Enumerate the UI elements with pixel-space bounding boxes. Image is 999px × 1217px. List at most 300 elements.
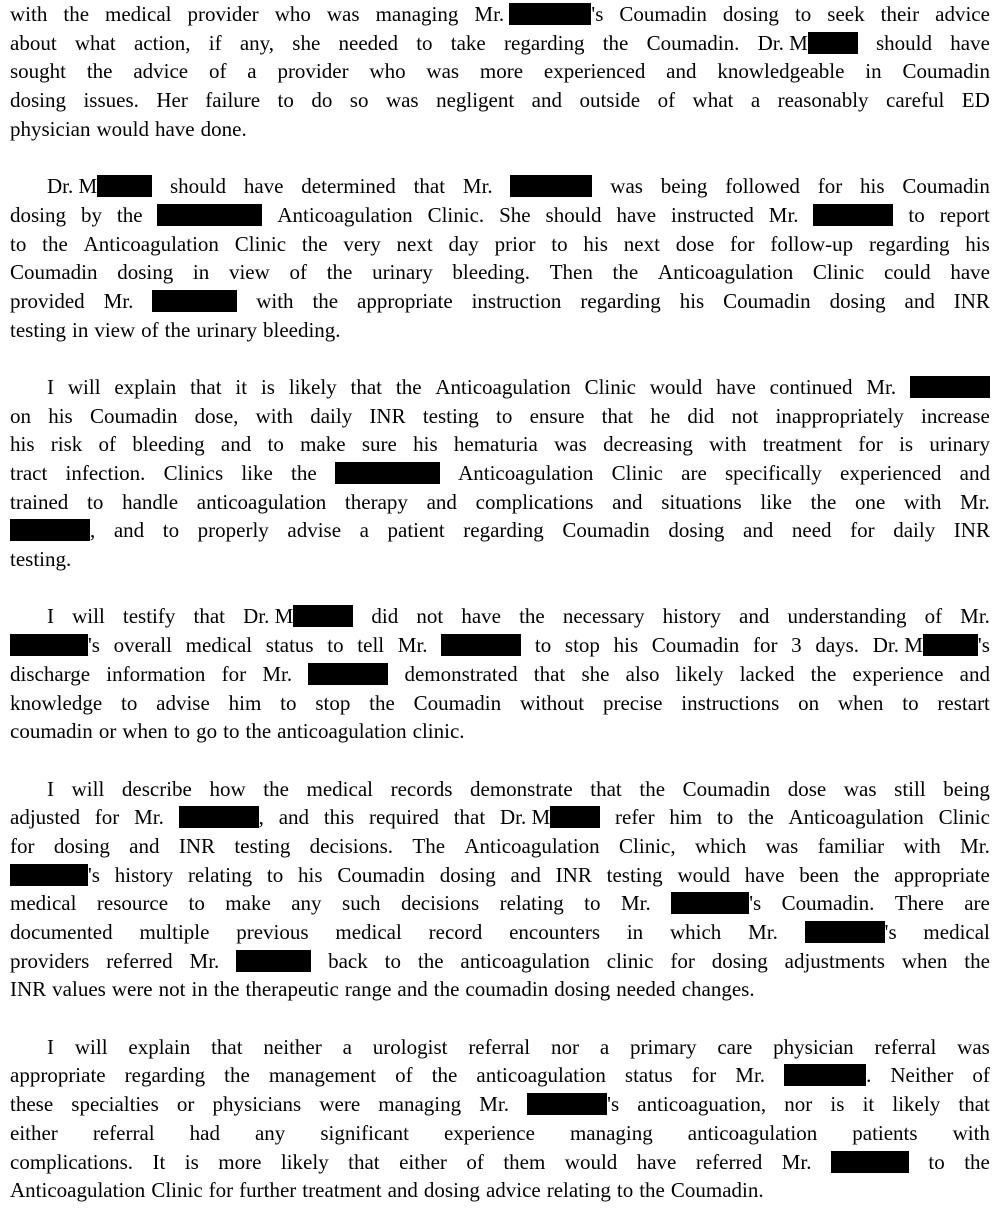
word: any	[291, 891, 322, 916]
word: managing	[378, 1092, 462, 1117]
word: Her	[156, 88, 188, 113]
word: the	[519, 604, 545, 629]
word: urinary	[929, 432, 990, 457]
text-line	[10, 889, 990, 918]
word	[157, 201, 262, 230]
word: Mr.	[960, 604, 990, 629]
word: Dr. M	[758, 29, 858, 58]
word: dosing	[722, 2, 779, 26]
word: advice	[133, 59, 189, 84]
redaction-bar	[509, 3, 591, 25]
word: to	[327, 633, 344, 658]
word: Clinic	[938, 805, 990, 830]
word: take	[450, 30, 486, 55]
word: advice	[935, 2, 990, 26]
paragraph	[10, 1033, 990, 1205]
text-line	[10, 488, 990, 517]
word: need	[791, 518, 832, 543]
word: next	[396, 231, 433, 256]
word: explain	[114, 374, 177, 399]
redaction-bar	[308, 663, 388, 685]
word: outside	[579, 88, 641, 113]
word: back	[328, 948, 368, 973]
word: risk	[50, 432, 83, 457]
word: and	[113, 518, 145, 543]
word: his	[860, 174, 885, 199]
word: the	[433, 977, 460, 1002]
word: determined	[301, 174, 396, 199]
text-line	[10, 1090, 990, 1119]
word: to	[416, 30, 433, 55]
word: Coumadin	[619, 2, 707, 26]
word: nor	[550, 1034, 579, 1059]
word: to	[10, 231, 27, 256]
word: treatment	[302, 1178, 382, 1203]
word: Mr.	[462, 174, 493, 199]
word: physician	[10, 116, 91, 141]
word: I	[47, 1034, 54, 1059]
text-line	[10, 1176, 990, 1205]
word: would	[564, 1149, 618, 1174]
word: should	[545, 202, 602, 227]
word: or	[98, 719, 117, 744]
text-line	[10, 545, 990, 574]
word: experience	[852, 661, 944, 686]
word: will	[74, 1034, 108, 1059]
word: history	[114, 862, 174, 887]
word: Mr. 's	[474, 2, 604, 26]
word: previous	[236, 920, 309, 944]
word: relating	[546, 1178, 611, 1203]
word: Dr. M	[47, 172, 152, 201]
word: the	[964, 1149, 990, 1174]
word: significant	[320, 1120, 409, 1145]
word: dose	[787, 776, 827, 801]
word	[831, 1148, 909, 1177]
word: was	[326, 2, 360, 26]
word: is	[260, 374, 275, 399]
text-line	[10, 1061, 990, 1090]
word: sure	[361, 432, 397, 457]
text-line	[10, 689, 990, 718]
word: followed	[725, 174, 800, 199]
word: did	[687, 403, 715, 428]
text-line	[10, 717, 990, 746]
word: to	[267, 432, 284, 457]
word: values	[52, 977, 106, 1002]
word: patients	[852, 1120, 918, 1145]
word: about	[10, 30, 57, 55]
word: of	[208, 59, 227, 84]
word: regarding	[580, 288, 661, 313]
word: and	[612, 489, 643, 514]
word: Dr. M	[243, 602, 353, 631]
word: with	[255, 403, 293, 428]
word	[152, 287, 237, 316]
word: also	[625, 661, 660, 686]
text-line	[10, 918, 990, 947]
word: likely	[892, 1092, 941, 1117]
word: for	[691, 1063, 717, 1088]
word: complications.	[10, 1149, 134, 1174]
word: dose,	[194, 403, 239, 428]
word: Coumadin	[651, 633, 740, 658]
word: to	[902, 690, 919, 715]
word: medical	[10, 891, 77, 916]
word: was	[957, 1034, 990, 1059]
word: 's	[671, 889, 761, 918]
word: day	[448, 231, 479, 256]
word: should	[876, 30, 933, 55]
word: INR	[953, 518, 990, 543]
paragraph	[10, 602, 990, 745]
paragraph	[10, 373, 990, 574]
word: advise	[156, 690, 210, 715]
word: the	[748, 805, 774, 830]
word: without	[519, 690, 585, 715]
word: patient	[387, 518, 445, 543]
redaction-bar	[510, 175, 592, 197]
word: such	[342, 891, 381, 916]
word: that	[413, 174, 446, 199]
text-line	[10, 172, 990, 201]
word: Anticoagulation	[10, 1178, 146, 1203]
word: hematuria	[453, 432, 538, 457]
word: with	[10, 2, 48, 26]
text-line	[10, 201, 990, 230]
word: the	[395, 374, 422, 399]
word: and	[510, 862, 541, 887]
word: a	[359, 518, 369, 543]
word: have	[243, 174, 284, 199]
word: records	[390, 776, 453, 801]
word: for	[858, 432, 883, 457]
text-line	[10, 316, 990, 345]
word: the	[116, 202, 143, 227]
word: She	[499, 202, 531, 227]
word: careful	[886, 88, 945, 113]
word: the	[263, 776, 289, 801]
text-line	[10, 660, 990, 689]
word: will	[67, 374, 101, 399]
word	[308, 660, 388, 689]
word: in	[72, 317, 89, 342]
word: in	[865, 59, 882, 84]
word: physician	[773, 1034, 854, 1059]
word	[510, 172, 592, 201]
word: decisions	[400, 891, 480, 916]
word: The	[412, 833, 446, 858]
word: Anticoagulation	[464, 833, 600, 858]
word: medical	[185, 633, 253, 658]
redaction-bar	[910, 376, 990, 398]
word: follow-up	[770, 231, 854, 256]
word: any,	[239, 30, 275, 55]
word: knowledge	[10, 690, 103, 715]
word: changes.	[681, 977, 755, 1002]
word: inappropriately	[775, 403, 904, 428]
word: 3	[791, 633, 802, 658]
word: if	[208, 30, 222, 55]
word: the	[291, 461, 317, 485]
word: to	[277, 88, 294, 113]
word: have	[616, 202, 657, 227]
word: were	[111, 977, 153, 1002]
word: specialties	[71, 1092, 159, 1117]
word: describe	[121, 776, 192, 801]
text-line	[10, 516, 990, 545]
word: any	[254, 1120, 286, 1145]
word: I	[47, 374, 54, 399]
word: Coumadin	[337, 862, 425, 887]
word: appropriate	[357, 288, 453, 313]
word: was	[610, 174, 643, 199]
word: 's	[10, 861, 100, 890]
word: and	[742, 518, 774, 543]
word: the	[326, 260, 353, 285]
text-line	[10, 861, 990, 890]
word: relating	[187, 862, 253, 887]
word: dosing	[423, 1178, 480, 1203]
word: action,	[133, 30, 191, 55]
word: him	[669, 805, 703, 830]
word: the	[164, 317, 191, 342]
word: Clinic	[234, 231, 287, 256]
word: medical	[105, 2, 172, 26]
text-line	[10, 832, 990, 861]
word: managing	[569, 1120, 653, 1145]
word: medical	[923, 920, 990, 944]
word: him	[228, 690, 262, 715]
word: in	[626, 920, 644, 944]
word: situations	[661, 489, 742, 514]
word: testify	[122, 604, 176, 629]
word: and	[397, 977, 428, 1002]
word: have	[744, 862, 785, 887]
word: experience	[443, 1120, 535, 1145]
word: Mr.	[397, 633, 428, 658]
word: what	[692, 88, 734, 113]
word: necessary	[562, 604, 645, 629]
word: by	[80, 202, 102, 227]
word: would	[649, 374, 703, 399]
word: dosing	[117, 260, 174, 285]
word: that	[350, 374, 383, 399]
word	[335, 459, 440, 488]
word: ,	[179, 803, 264, 832]
word: for	[94, 805, 120, 830]
word: the	[63, 2, 90, 26]
word: with	[904, 489, 942, 514]
word: properly	[197, 518, 269, 543]
word: daily	[310, 403, 353, 428]
word: history	[662, 604, 721, 629]
redaction-bar	[335, 462, 440, 484]
word: needed	[616, 977, 676, 1002]
word: to	[534, 633, 552, 658]
word: the	[301, 231, 328, 256]
word: more	[218, 1149, 262, 1174]
word: a	[750, 88, 761, 113]
word: and	[904, 288, 935, 313]
word: are	[681, 461, 707, 485]
word	[441, 631, 521, 660]
word: like	[760, 489, 792, 514]
word: overall	[113, 633, 172, 658]
text-line	[10, 803, 990, 832]
word: care	[717, 1034, 753, 1059]
word: to	[266, 862, 284, 887]
word: prior	[494, 231, 536, 256]
redaction-bar	[10, 864, 88, 886]
word: restart	[937, 690, 990, 715]
word: the	[86, 59, 113, 84]
word: Coumadin	[562, 518, 650, 543]
word: the	[853, 862, 880, 887]
redaction-bar	[527, 1093, 607, 1115]
paragraph	[10, 172, 990, 344]
word: management	[268, 1063, 377, 1088]
text-line	[10, 402, 990, 431]
word: stop	[564, 633, 600, 658]
word: neither	[263, 1034, 322, 1059]
word	[910, 373, 990, 402]
word: Clinic	[812, 260, 865, 285]
word: have	[636, 1149, 677, 1174]
word: managing	[375, 2, 459, 26]
word: Coumadin	[902, 59, 990, 84]
word: was	[554, 432, 587, 457]
word: to	[223, 719, 240, 744]
word: Coumadin.	[646, 30, 740, 55]
word: experienced	[543, 59, 646, 84]
word: Mr.	[735, 1063, 766, 1088]
word: primary	[630, 1034, 697, 1059]
word: range	[344, 977, 392, 1002]
word: she	[292, 30, 321, 55]
word: did	[371, 604, 399, 629]
word: go	[196, 719, 218, 744]
word: complications	[475, 489, 594, 514]
word: anticoaguation,	[637, 1092, 767, 1117]
word: his	[583, 231, 608, 256]
word: Mr.	[189, 948, 220, 973]
word: had	[189, 1120, 220, 1145]
word: Clinic	[151, 1178, 203, 1203]
word: on	[798, 690, 820, 715]
word: the	[810, 489, 837, 514]
redaction-bar	[441, 634, 521, 656]
word: a	[247, 59, 257, 84]
word: how	[209, 776, 246, 801]
word: dose	[675, 231, 715, 256]
word: Clinics	[163, 461, 224, 485]
word: therapeutic	[245, 977, 339, 1002]
word: Coumadin.	[781, 891, 875, 916]
redaction-bar	[97, 175, 152, 197]
word: that	[190, 374, 222, 399]
word: relating	[499, 891, 564, 916]
word: stop	[315, 690, 351, 715]
word: testing	[234, 833, 291, 858]
word: view	[94, 317, 136, 342]
word: was	[385, 88, 419, 113]
word: Coumadin	[413, 690, 502, 715]
word: discharge	[10, 661, 91, 686]
word: for	[817, 174, 843, 199]
word: negligent	[436, 88, 515, 113]
word: the	[213, 977, 240, 1002]
word: view	[228, 260, 270, 285]
word: increase	[921, 403, 990, 428]
word: .	[784, 1061, 871, 1090]
word: medical	[335, 920, 402, 944]
redaction-bar	[152, 290, 237, 312]
word: the	[417, 948, 444, 973]
word: Coumadin	[902, 174, 990, 199]
word: who	[369, 59, 406, 84]
word: INR	[10, 977, 47, 1002]
word: the	[431, 1063, 458, 1088]
word: either	[399, 1149, 447, 1174]
word: that	[533, 661, 566, 686]
word: she	[581, 661, 610, 686]
word: for	[221, 661, 247, 686]
word: regarding	[504, 30, 585, 55]
word: required	[368, 805, 439, 830]
word: testing	[606, 862, 663, 887]
paragraph	[10, 775, 990, 1005]
word: Mr.	[768, 202, 799, 227]
word: explain	[128, 1034, 191, 1059]
word: when	[901, 948, 948, 973]
word: dosing	[10, 88, 67, 113]
word: make	[300, 432, 346, 457]
word: the	[612, 260, 639, 285]
word: dosing	[439, 862, 496, 887]
word: coumadin	[10, 719, 93, 744]
word: will	[71, 776, 105, 801]
word: the	[224, 1063, 250, 1088]
word: a	[599, 1034, 610, 1059]
word: to	[908, 202, 925, 227]
word: Mr.	[620, 891, 651, 916]
word: for	[850, 518, 875, 543]
word: have	[154, 116, 195, 141]
word: testing	[10, 317, 66, 342]
word: to	[87, 489, 104, 514]
word	[236, 947, 311, 976]
word: the	[964, 948, 990, 973]
word: which	[669, 920, 722, 944]
word: 's	[10, 631, 100, 660]
word: to	[551, 231, 568, 256]
word: to	[616, 1178, 634, 1203]
word: urinary	[372, 260, 433, 285]
word: regarding	[868, 231, 950, 256]
word: likely	[280, 1149, 329, 1174]
word: bleeding	[132, 432, 205, 457]
word: which	[694, 833, 747, 858]
word: for	[670, 948, 695, 973]
redaction-bar	[179, 806, 259, 828]
word: to	[496, 403, 513, 428]
word: and	[531, 88, 562, 113]
word: on	[10, 403, 31, 428]
word: and	[426, 489, 457, 514]
word: was	[426, 59, 460, 84]
word: likely	[675, 661, 724, 686]
